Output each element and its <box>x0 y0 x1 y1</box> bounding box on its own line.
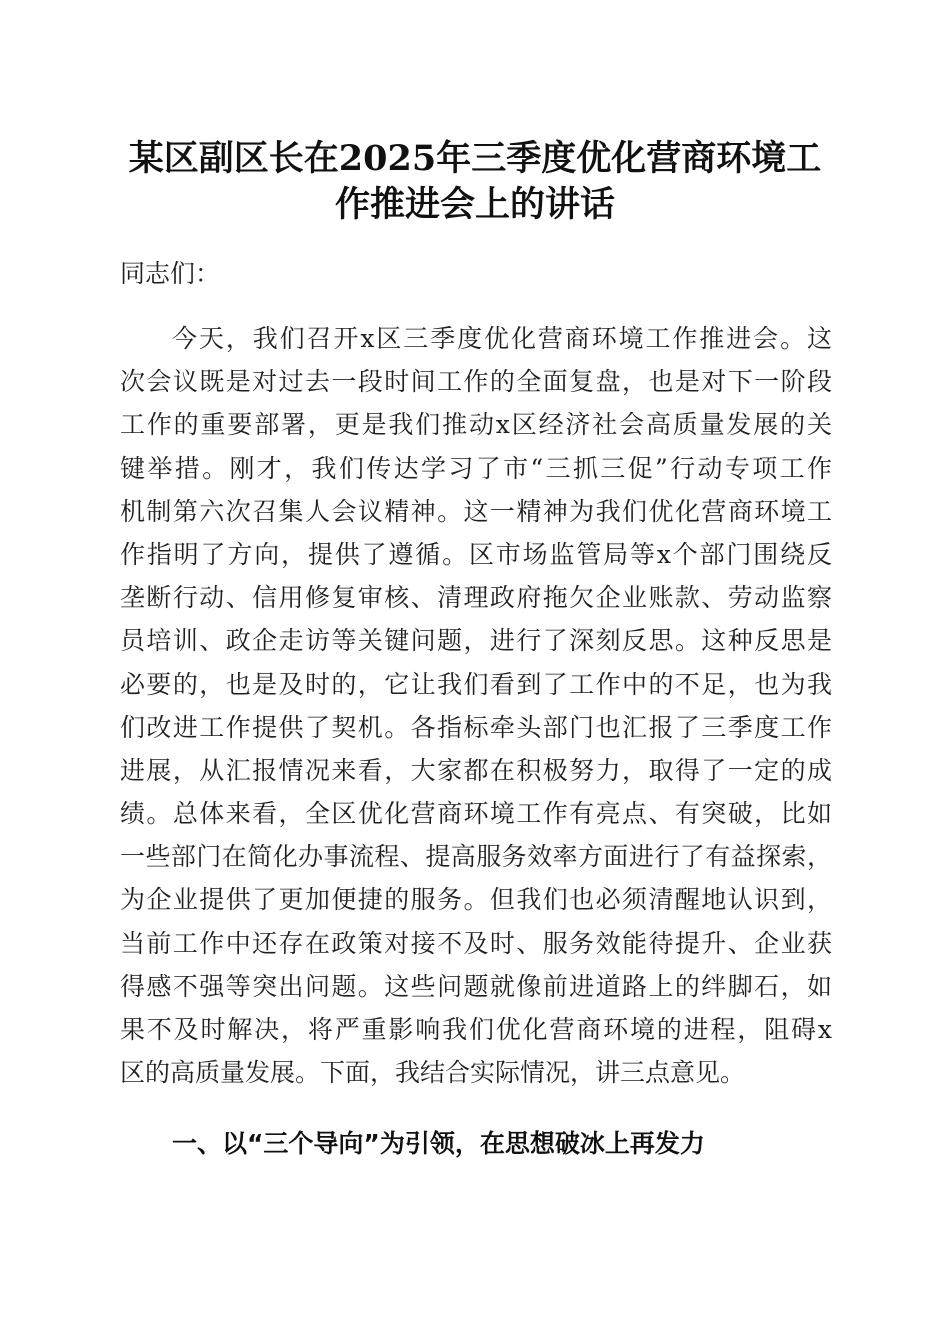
document-title <box>100 136 850 228</box>
paragraph-line: 键举措。刚才，我们传达学习了市“三抓三促”行动专项工作 <box>120 453 832 483</box>
paragraph-line: 得感不强等突出问题。这些问题就像前进道路上的绊脚石，如 <box>120 971 832 1001</box>
section-heading: 一、以“三个导向”为引领，在思想破冰上再发力 <box>172 1129 705 1158</box>
paragraph-line: 为企业提供了更加便捷的服务。但我们也必须清醒地认识到， <box>120 885 832 915</box>
title-line-1: 某区副区长在2025年三季度优化营商环境工 <box>128 138 822 179</box>
paragraph-line: 们改进工作提供了契机。各指标牵头部门也汇报了三季度工作 <box>120 712 832 742</box>
paragraph-line: 进展，从汇报情况来看，大家都在积极努力，取得了一定的成 <box>120 755 832 785</box>
paragraph-line: 今天，我们召开x区三季度优化营商环境工作推进会。这 <box>172 324 832 353</box>
paragraph-line: 作指明了方向，提供了遵循。区市场监管局等x个部门围绕反 <box>120 539 832 569</box>
paragraph-line: 一些部门在简化办事流程、提高服务效率方面进行了有益探索， <box>120 842 832 872</box>
paragraph-line: 垄断行动、信用修复审核、清理政府拖欠企业账款、劳动监察 <box>120 583 832 613</box>
title-line-2: 作推进会上的讲话 <box>334 184 615 225</box>
salutation: 同志们： <box>120 259 221 288</box>
opening-paragraph <box>120 317 832 1094</box>
paragraph-line: 员培训、政企走访等关键问题，进行了深刻反思。这种反思是 <box>120 626 832 656</box>
paragraph-line: 区的高质量发展。下面，我结合实际情况，讲三点意见。 <box>120 1058 746 1088</box>
paragraph-line: 工作的重要部署，更是我们推动x区经济社会高质量发展的关 <box>120 410 832 440</box>
paragraph-line: 次会议既是对过去一段时间工作的全面复盘，也是对下一阶段 <box>120 367 832 397</box>
paragraph-line: 当前工作中还存在政策对接不及时、服务效能待提升、企业获 <box>120 928 832 958</box>
paragraph-line: 果不及时解决，将严重影响我们优化营商环境的进程，阻碍x <box>120 1015 832 1044</box>
paragraph-line: 绩。总体来看，全区优化营商环境工作有亮点、有突破，比如 <box>120 799 832 829</box>
paragraph-line: 必要的，也是及时的，它让我们看到了工作中的不足，也为我 <box>120 669 832 699</box>
paragraph-line: 机制第六次召集人会议精神。这一精神为我们优化营商环境工 <box>120 496 832 526</box>
